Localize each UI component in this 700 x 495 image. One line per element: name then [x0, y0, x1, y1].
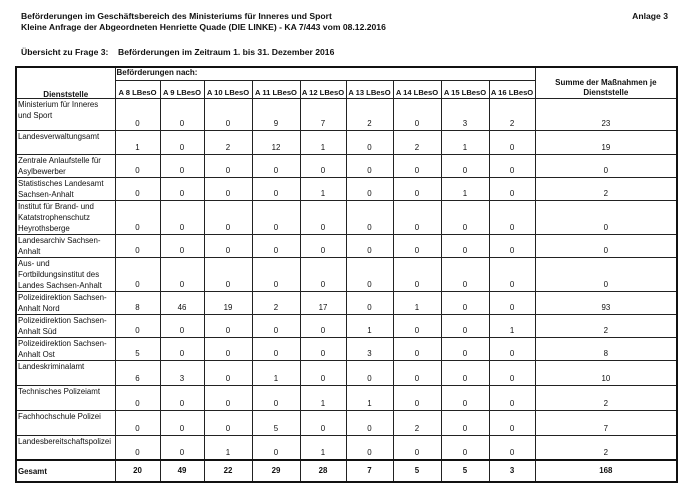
value-cell: 0 [346, 435, 393, 460]
value-cell: 0 [252, 257, 300, 291]
column-header: A 9 LBesO [160, 80, 204, 98]
office-name: Technisches Polizeiamt [16, 385, 115, 410]
value-cell: 0 [204, 337, 252, 360]
value-cell: 20 [115, 460, 160, 482]
value-cell: 0 [393, 234, 441, 257]
total-label: Gesamt [16, 460, 115, 482]
value-cell: 5 [252, 410, 300, 435]
value-cell: 0 [160, 410, 204, 435]
office-name: Landesverwaltungsamt [16, 130, 115, 154]
value-cell: 0 [204, 98, 252, 130]
value-cell: 0 [115, 177, 160, 200]
value-cell: 0 [115, 200, 160, 234]
sum-cell: 0 [535, 154, 677, 177]
attachment-label: Anlage 3 [632, 11, 668, 21]
value-cell: 0 [393, 360, 441, 385]
value-cell: 1 [300, 435, 346, 460]
group-header: Beförderungen nach: [115, 67, 535, 80]
value-cell: 0 [489, 200, 535, 234]
office-name: Fachhochschule Polizei [16, 410, 115, 435]
value-cell: 0 [252, 154, 300, 177]
office-name: Ministerium für Inneres und Sport [16, 98, 115, 130]
value-cell: 0 [441, 360, 489, 385]
value-cell: 0 [393, 98, 441, 130]
value-cell: 0 [300, 234, 346, 257]
value-cell: 0 [346, 130, 393, 154]
value-cell: 0 [115, 314, 160, 337]
value-cell: 1 [346, 314, 393, 337]
column-header: A 14 LBesO [393, 80, 441, 98]
value-cell: 1 [115, 130, 160, 154]
value-cell: 0 [489, 257, 535, 291]
value-cell: 0 [346, 154, 393, 177]
value-cell: 0 [204, 314, 252, 337]
name-header-cell [16, 67, 115, 98]
sum-cell: 2 [535, 435, 677, 460]
value-cell: 0 [441, 337, 489, 360]
value-cell: 0 [300, 154, 346, 177]
office-name: Aus- und Fortbildungsinstitut des Landes Sachsen-Anhalt [16, 257, 115, 291]
value-cell: 0 [489, 154, 535, 177]
document-title: Beförderungen im Geschäftsbereich des Ministeriums für Inneres und Sport [21, 11, 332, 21]
value-cell: 0 [115, 257, 160, 291]
sum-cell: 168 [535, 460, 677, 482]
value-cell: 0 [489, 410, 535, 435]
value-cell: 0 [160, 200, 204, 234]
value-cell: 2 [393, 130, 441, 154]
sum-cell: 7 [535, 410, 677, 435]
value-cell: 0 [160, 177, 204, 200]
value-cell: 9 [252, 98, 300, 130]
value-cell: 0 [441, 435, 489, 460]
value-cell: 0 [300, 314, 346, 337]
value-cell: 0 [204, 360, 252, 385]
value-cell: 0 [393, 435, 441, 460]
office-name: Landesarchiv Sachsen-Anhalt [16, 234, 115, 257]
value-cell: 0 [204, 257, 252, 291]
column-header: A 16 LBesO [489, 80, 535, 98]
value-cell: 0 [346, 360, 393, 385]
sum-cell: 2 [535, 177, 677, 200]
inquiry-reference: Kleine Anfrage der Abgeordneten Henriette Quade (DIE LINKE) - KA 7/443 vom 08.12.2016 [21, 22, 386, 32]
value-cell: 1 [441, 177, 489, 200]
value-cell: 0 [160, 435, 204, 460]
value-cell: 0 [252, 177, 300, 200]
office-name: Landesbereitschaftspolizei [16, 435, 115, 460]
value-cell: 0 [441, 385, 489, 410]
value-cell: 2 [346, 98, 393, 130]
value-cell: 0 [489, 385, 535, 410]
sum-cell: 19 [535, 130, 677, 154]
table-row [16, 291, 677, 314]
value-cell: 0 [300, 257, 346, 291]
value-cell: 0 [346, 177, 393, 200]
value-cell: 1 [346, 385, 393, 410]
column-header: A 11 LBesO [252, 80, 300, 98]
value-cell: 0 [160, 337, 204, 360]
sum-cell: 23 [535, 98, 677, 130]
value-cell: 0 [393, 314, 441, 337]
value-cell: 0 [393, 385, 441, 410]
value-cell: 0 [441, 200, 489, 234]
table-row [16, 314, 677, 337]
column-header: A 15 LBesO [441, 80, 489, 98]
value-cell: 0 [489, 435, 535, 460]
value-cell: 12 [252, 130, 300, 154]
value-cell: 0 [441, 291, 489, 314]
value-cell: 1 [300, 130, 346, 154]
value-cell: 0 [441, 314, 489, 337]
value-cell: 0 [300, 410, 346, 435]
value-cell: 0 [204, 200, 252, 234]
value-cell: 0 [489, 234, 535, 257]
table-row [16, 154, 677, 177]
table-row [16, 360, 677, 385]
sum-cell: 2 [535, 385, 677, 410]
value-cell: 0 [252, 385, 300, 410]
column-header: A 13 LBesO [346, 80, 393, 98]
value-cell: 0 [346, 410, 393, 435]
value-cell: 0 [204, 385, 252, 410]
table-row [16, 200, 677, 234]
value-cell: 0 [393, 200, 441, 234]
value-cell: 3 [160, 360, 204, 385]
value-cell: 0 [441, 234, 489, 257]
value-cell: 22 [204, 460, 252, 482]
value-cell: 19 [204, 291, 252, 314]
value-cell: 3 [346, 337, 393, 360]
table-row [16, 435, 677, 460]
sum-cell: 0 [535, 257, 677, 291]
value-cell: 3 [441, 98, 489, 130]
value-cell: 0 [489, 291, 535, 314]
value-cell: 0 [252, 435, 300, 460]
value-cell: 1 [489, 314, 535, 337]
value-cell: 0 [204, 410, 252, 435]
value-cell: 0 [393, 257, 441, 291]
value-cell: 2 [252, 291, 300, 314]
value-cell: 0 [115, 410, 160, 435]
value-cell: 0 [393, 337, 441, 360]
value-cell: 2 [489, 98, 535, 130]
table-row [16, 257, 677, 291]
value-cell: 0 [346, 200, 393, 234]
value-cell: 0 [489, 177, 535, 200]
value-cell: 1 [393, 291, 441, 314]
promotions-table [15, 66, 678, 483]
value-cell: 0 [252, 314, 300, 337]
table-row [16, 130, 677, 154]
value-cell: 0 [115, 154, 160, 177]
table-row [16, 234, 677, 257]
value-cell: 0 [441, 154, 489, 177]
value-cell: 0 [160, 98, 204, 130]
value-cell: 2 [393, 410, 441, 435]
sum-cell: 2 [535, 314, 677, 337]
table-body [16, 98, 677, 482]
value-cell: 5 [441, 460, 489, 482]
office-name: Institut für Brand- und Katatstrophenschutz Heyrothsberge [16, 200, 115, 234]
value-cell: 0 [441, 257, 489, 291]
value-cell: 0 [393, 177, 441, 200]
sum-cell: 10 [535, 360, 677, 385]
office-name: Landeskriminalamt [16, 360, 115, 385]
value-cell: 5 [393, 460, 441, 482]
table-row [16, 337, 677, 360]
value-cell: 0 [115, 234, 160, 257]
value-cell: 0 [441, 410, 489, 435]
value-cell: 0 [252, 234, 300, 257]
column-header: A 10 LBesO [204, 80, 252, 98]
value-cell: 0 [489, 360, 535, 385]
office-name: Polizeidirektion Sachsen-Anhalt Nord [16, 291, 115, 314]
value-cell: 0 [160, 130, 204, 154]
name-header: Dienststelle [43, 89, 89, 98]
value-cell: 1 [441, 130, 489, 154]
sum-header: Summe der Maßnahmen je Dienststelle [535, 67, 677, 98]
value-cell: 0 [160, 154, 204, 177]
office-name: Statistisches Landesamt Sachsen-Anhalt [16, 177, 115, 200]
table-row [16, 98, 677, 130]
total-row [16, 460, 677, 482]
value-cell: 1 [204, 435, 252, 460]
value-cell: 0 [204, 177, 252, 200]
value-cell: 0 [300, 337, 346, 360]
table-row [16, 410, 677, 435]
value-cell: 0 [160, 234, 204, 257]
value-cell: 0 [346, 257, 393, 291]
value-cell: 7 [300, 98, 346, 130]
sum-cell: 0 [535, 200, 677, 234]
value-cell: 0 [160, 385, 204, 410]
value-cell: 5 [115, 337, 160, 360]
value-cell: 1 [300, 177, 346, 200]
value-cell: 29 [252, 460, 300, 482]
value-cell: 0 [346, 291, 393, 314]
value-cell: 0 [393, 154, 441, 177]
value-cell: 0 [252, 337, 300, 360]
overview-title: Beförderungen im Zeitraum 1. bis 31. Dezember 2016 [118, 47, 335, 57]
sum-cell: 8 [535, 337, 677, 360]
value-cell: 0 [489, 130, 535, 154]
value-cell: 3 [489, 460, 535, 482]
value-cell: 2 [204, 130, 252, 154]
value-cell: 0 [204, 154, 252, 177]
value-cell: 0 [489, 337, 535, 360]
value-cell: 0 [252, 200, 300, 234]
value-cell: 0 [160, 257, 204, 291]
overview-label: Übersicht zu Frage 3: [21, 47, 109, 57]
value-cell: 46 [160, 291, 204, 314]
table-row [16, 385, 677, 410]
value-cell: 0 [115, 385, 160, 410]
value-cell: 0 [346, 234, 393, 257]
sum-cell: 93 [535, 291, 677, 314]
table-row [16, 177, 677, 200]
value-cell: 0 [160, 314, 204, 337]
value-cell: 0 [300, 360, 346, 385]
office-name: Polizeidirektion Sachsen-Anhalt Ost [16, 337, 115, 360]
value-cell: 1 [300, 385, 346, 410]
value-cell: 0 [300, 200, 346, 234]
column-header: A 8 LBesO [115, 80, 160, 98]
value-cell: 17 [300, 291, 346, 314]
value-cell: 1 [252, 360, 300, 385]
office-name: Polizeidirektion Sachsen-Anhalt Süd [16, 314, 115, 337]
value-cell: 6 [115, 360, 160, 385]
value-cell: 28 [300, 460, 346, 482]
value-cell: 7 [346, 460, 393, 482]
value-cell: 0 [204, 234, 252, 257]
value-cell: 0 [115, 98, 160, 130]
sum-cell: 0 [535, 234, 677, 257]
value-cell: 49 [160, 460, 204, 482]
value-cell: 0 [115, 435, 160, 460]
column-header: A 12 LBesO [300, 80, 346, 98]
value-cell: 8 [115, 291, 160, 314]
office-name: Zentrale Anlaufstelle für Asylbewerber [16, 154, 115, 177]
